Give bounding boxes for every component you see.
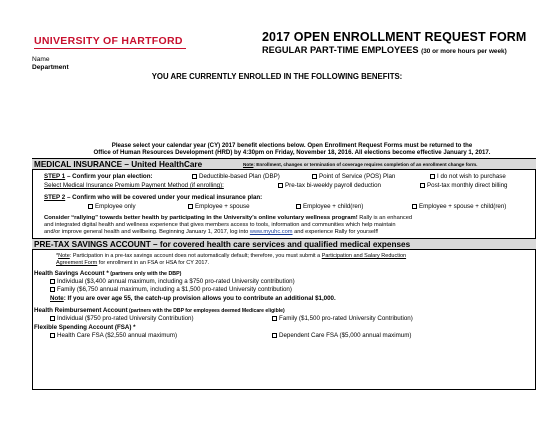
hra-option-family[interactable] <box>272 315 413 323</box>
plan-option-decline[interactable] <box>430 173 506 181</box>
step2-label: STEP 2 <box>44 194 66 201</box>
pretax-note: *Note: Participation in a pre-tax savings account does not automatically default; therefore, you must submit a Participation and Salary Reduction Agreement Form for enrollment in an FSA or HSA for CY 2017. <box>56 253 407 267</box>
university-logo: UNIVERSITY OF HARTFORD <box>34 35 183 47</box>
rally-text-2: and integrated digital health and wellness experience that gives members access to tools, information and communities which help maintain <box>44 222 396 229</box>
hsa-heading <box>34 270 181 278</box>
hra-title: Health Reimbursement Account <box>34 307 128 314</box>
logo-underline <box>34 48 186 49</box>
plan-option-label: I do not wish to purchase <box>437 173 506 180</box>
medical-note-label: Note <box>243 162 254 167</box>
rally-text-4: and experience Rally for yourself! <box>292 229 379 236</box>
hsa-title: Health Savings Account * <box>34 270 109 277</box>
fsa-option-dependent[interactable] <box>272 332 411 340</box>
checkbox-icon[interactable] <box>88 204 93 209</box>
fsa-option-label: Dependent Care FSA ($5,000 annual maximum) <box>279 332 412 339</box>
salary-reduction-form-link-2[interactable]: Agreement Form <box>56 260 98 267</box>
checkbox-icon[interactable] <box>312 174 317 179</box>
coverage-employee-only[interactable] <box>88 203 136 211</box>
hra-option-individual[interactable] <box>50 315 194 323</box>
subtitle-text: REGULAR PART-TIME EMPLOYEES <box>262 45 419 55</box>
plan-option-label: Point of Service (POS) Plan <box>319 173 396 180</box>
coverage-employee-children[interactable] <box>296 203 363 211</box>
fsa-heading: Flexible Spending Account (FSA) * <box>34 324 136 331</box>
payment-method-label: Select Medical Insurance Premium Payment Method (if enrolling): <box>44 182 224 189</box>
checkbox-icon[interactable] <box>420 183 425 188</box>
department-label: Department <box>32 64 69 71</box>
step2-row <box>44 194 262 202</box>
checkbox-icon[interactable] <box>278 183 283 188</box>
coverage-option-label: Employee only <box>95 203 136 210</box>
fsa-option-label: Health Care FSA ($2,550 annual maximum) <box>57 332 178 339</box>
medical-note <box>243 161 477 168</box>
step1-label: STEP 1 <box>44 173 66 180</box>
coverage-option-label: Employee + child(ren) <box>303 203 364 210</box>
catchup-note-text: : If you are over age 55, the catch-up provision allows you to contribute an additional $1,000. <box>63 295 336 302</box>
hsa-option-individual[interactable] <box>50 278 295 286</box>
myuhc-link[interactable]: www.myuhc.com <box>249 229 293 236</box>
hsa-option-label: Individual ($3,400 annual maximum, including a $750 pro-rated University contribution) <box>57 278 295 285</box>
payment-option-label: Post-tax monthly direct billing <box>427 182 508 189</box>
checkbox-icon[interactable] <box>50 287 55 292</box>
plan-option-dbp[interactable] <box>192 173 280 181</box>
hra-heading <box>34 307 285 315</box>
plan-option-label: Deductible-based Plan (DBP) <box>199 173 280 180</box>
checkbox-icon[interactable] <box>192 174 197 179</box>
hra-option-label: Individual ($750 pro-rated University Contribution) <box>57 315 194 322</box>
payment-option-label: Pre-tax bi-weekly payroll deduction <box>285 182 381 189</box>
hra-subtitle: (partners with the DBP for employees deemed Medicare eligible) <box>127 308 285 314</box>
pretax-note-text-1: : Participation in a pre-tax savings account does not automatically default; therefore, you must submit a <box>69 253 322 259</box>
plan-option-pos[interactable] <box>312 173 395 181</box>
checkbox-icon[interactable] <box>188 204 193 209</box>
rally-text-3: and/or improve general health and wellbeing. Beginning January 1, 2017, log into <box>44 229 250 236</box>
hsa-subtitle: (partners only with the DBP) <box>108 271 182 277</box>
subtitle-note: (30 or more hours per week) <box>421 48 507 55</box>
payment-option-pretax[interactable] <box>278 182 381 190</box>
enrolled-heading: YOU ARE CURRENTLY ENROLLED IN THE FOLLOWING BENEFITS: <box>151 72 403 81</box>
pretax-note-text-2: for enrollment in an FSA or HSA for CY 2017. <box>97 260 210 267</box>
hsa-option-family[interactable] <box>50 286 292 294</box>
form-title: 2017 OPEN ENROLLMENT REQUEST FORM <box>262 30 527 44</box>
payment-option-posttax[interactable] <box>420 182 507 190</box>
instructions-line-2: Office of Human Resources Development (HRD) by 4:30pm on Friday, November 18, 2016. All elections become effective January 1, 2017. <box>93 149 491 156</box>
pretax-title: PRE-TAX SAVINGS ACCOUNT – for covered health care services and qualified medical expenses <box>34 240 411 249</box>
fsa-option-health[interactable] <box>50 332 177 340</box>
instructions-line-1: Please select your calendar year (CY) 2017 benefit elections below. Open Enrollment Request Forms must be returned to the <box>111 142 473 149</box>
step2-text: – Confirm who will be covered under your medical insurance plan: <box>65 194 263 201</box>
medical-section-header <box>32 158 536 170</box>
checkbox-icon[interactable] <box>50 333 55 338</box>
checkbox-icon[interactable] <box>50 316 55 321</box>
checkbox-icon[interactable] <box>430 174 435 179</box>
form-subtitle <box>262 45 507 55</box>
salary-reduction-form-link-1[interactable]: Participation and Salary Reduction <box>321 253 407 259</box>
coverage-option-label: Employee + spouse <box>195 203 250 210</box>
name-label: Name <box>32 56 50 63</box>
checkbox-icon[interactable] <box>272 333 277 338</box>
coverage-option-label: Employee + spouse + child(ren) <box>419 203 507 210</box>
checkbox-icon[interactable] <box>50 279 55 284</box>
rally-paragraph <box>44 215 549 237</box>
catchup-note <box>50 295 336 303</box>
coverage-employee-spouse[interactable] <box>188 203 250 211</box>
pretax-section-header <box>32 238 536 250</box>
catchup-note-label: Note <box>50 295 64 302</box>
checkbox-icon[interactable] <box>272 316 277 321</box>
checkbox-icon[interactable] <box>296 204 301 209</box>
checkbox-icon[interactable] <box>412 204 417 209</box>
medical-title: MEDICAL INSURANCE – United HealthCare <box>34 160 203 169</box>
rally-headline: Consider “rallying” towards better health by participating in the University’s online voluntary wellness program! <box>44 215 358 221</box>
pretax-note-label: Note <box>58 253 70 259</box>
rally-text-1: Rally is an enhanced <box>357 215 413 221</box>
hra-option-label: Family ($1,500 pro-rated University Contribution) <box>279 315 413 322</box>
step1-text: – Confirm your plan election: <box>65 173 153 180</box>
step1-row <box>44 173 153 181</box>
hsa-option-label: Family ($6,750 annual maximum, including a $1,500 pro-rated University contribution) <box>57 286 292 293</box>
coverage-employee-spouse-children[interactable] <box>412 203 506 211</box>
medical-note-text: : Enrollment, changes or termination of coverage requires completion of an enrollment change form. <box>253 162 478 167</box>
